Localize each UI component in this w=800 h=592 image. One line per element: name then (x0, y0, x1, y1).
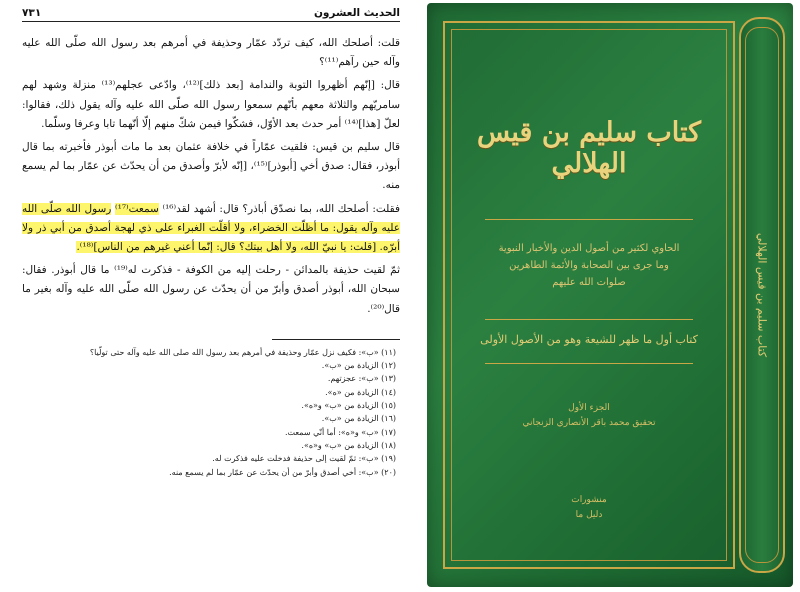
cover-inner-border (451, 29, 727, 561)
footnote: (١٤) الزيادة من «ه». (325, 387, 396, 397)
page-body (22, 34, 400, 319)
paragraph: قال: [إنّهم أظهروا التوبة والندامة [بعد ذلك]⁽¹²⁾، وادّعى عجلهم⁽¹³⁾ منزلة وشهد لهم سامريّهم والثلاثة معهم بأنّهم سمعوا رسول الله صلّى الله عليه وآله يقول ذلك، فقالوا: لعلّ [هذا]⁽¹⁴⁾ أمر حدث بعد الأوّل، فشكّوا فيمن شكّ منهم إلّا أنّهما تابا وعرفا وسلّما. (22, 79, 400, 130)
cover-subtitle (481, 241, 697, 292)
highlighted-paragraph (22, 200, 400, 258)
cover-volume-line: الجزء الأول (568, 403, 610, 413)
page-header-title: الحديث العشرون (313, 7, 400, 19)
paragraph-text: فقلت: أصلحك الله، بما نصدّق أباذر؟ قال: أشهد لقد⁽¹⁶⁾ (162, 202, 400, 215)
footnote: (١٦) الزيادة من «ب». (321, 414, 396, 424)
page-number: ٧٣١ (22, 7, 42, 19)
footnote-divider (272, 339, 400, 340)
paragraph: ثمّ لقيت حذيفة بالمدائن - رحلت إليه من الكوفة - فذكرت له⁽¹⁹⁾ ما قال أبوذر. فقال: سبحان الله، أبوذر أصدق وأبرّ من أن يحدّث عن رسول الله صلّى الله عليه وآله بغير ما قال⁽²⁰⁾. (22, 264, 400, 315)
spine-title: كتاب سليم بن قيس الهلالي (755, 232, 769, 358)
cover-subtitle-line: الحاوي لكثير من أصول الدين والأخبار النبوية (498, 243, 680, 254)
gold-divider (485, 219, 693, 220)
gold-divider (485, 363, 693, 364)
highlighted-text: سمعت⁽¹⁷⁾ (115, 202, 159, 215)
cover-subtitle-line: وما جرى بين الصحابة والأئمة الطاهرين (509, 260, 669, 271)
footnote: (١٥) الزيادة من «ب» و«ه». (301, 401, 396, 411)
footnote: (١٨) الزيادة من «ب» و«ه». (301, 440, 396, 450)
book-cover (427, 3, 793, 587)
cover-publisher-line: منشورات (571, 495, 607, 505)
cover-description: كتاب أول ما ظهر للشيعة وهو من الأصول الأولى (480, 333, 698, 346)
page-header (22, 7, 400, 22)
highlighted-text: رسول الله صلّى الله عليه وآله يقول: ما أظلّت الخضراء، ولا أقلّت الغبراء على ذي لهجة أصدق من أبي ذر ولا أبرّه. [قلت: يا نبيّ الله، ولا أهل بيتك؟ قال: إنّما أعني غيرهم من الناس]⁽¹⁸⁾. (22, 202, 400, 254)
paragraph: قال سليم بن قيس: فلقيت عمّاراً في خلافة عثمان بعد ما مات أبوذر فأخبرته بما قال أبوذر، فقال: صدق أخي [أبوذر]⁽¹⁵⁾، [إنّه لأبرّ وأصدق من أن يحدّث عن عمّار بما لم يسمع منه. (22, 141, 401, 192)
footnote: (١٢) الزيادة من «ب». (321, 361, 396, 371)
book-spine (739, 17, 785, 573)
book-cover-image (418, 0, 800, 592)
cover-front-panel (443, 21, 735, 569)
cover-volume-info (503, 401, 675, 431)
footnote: (١٩) «ب»: ثمّ لقيت إلى حذيفة فدخلت عليه فذكرت له. (212, 454, 396, 464)
cover-subtitle-line: صلوات الله عليهم (552, 277, 626, 288)
footnote: (١١) «ب»: فكيف نزل عمّار وحذيفة في أمرهم بعد رسول الله صلى الله عليه وآله حتى تولّيا؟ (89, 347, 396, 357)
cover-title: كتاب سليم بن قيس الهلالي (476, 117, 702, 179)
footnote: (١٣) «ب»: عجزتهم. (327, 374, 396, 384)
footnote: (٢٠) «ب»: أخي أصدق وأبرّ من أن يحدّث عن عمّار بما لم يسمع منه. (169, 467, 396, 477)
footnote: (١٧) «ب» و«ه»: أما أنّي سمعت. (284, 427, 396, 437)
gold-divider (485, 319, 693, 320)
paragraph: قلت: أصلحك الله، كيف تردّد عمّار وحذيفة في أمرهم بعد رسول الله صلّى الله عليه وآله حين رآهم⁽¹¹⁾؟ (22, 37, 400, 69)
cover-publisher (503, 493, 675, 523)
footnotes-list (22, 346, 400, 479)
cover-publisher-line: دليل ما (575, 510, 603, 520)
cover-editor-line: تحقيق محمد باقر الأنصاري الزنجاني (522, 418, 656, 428)
